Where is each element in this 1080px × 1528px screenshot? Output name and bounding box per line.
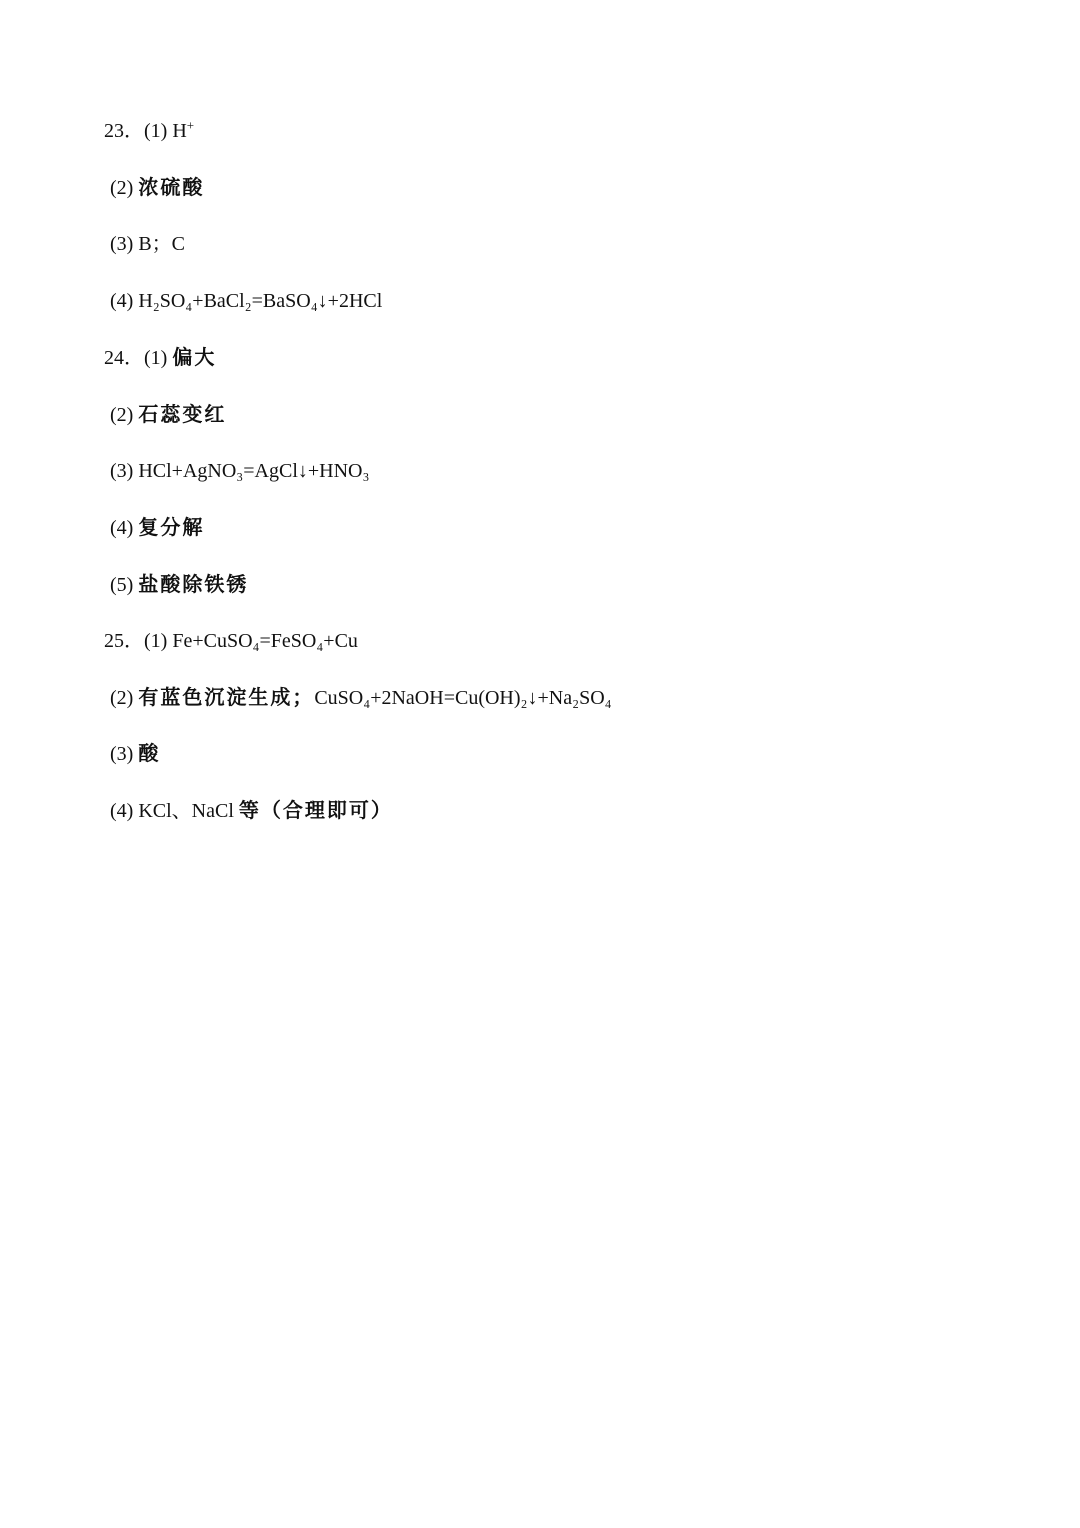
answer-text: 复分解	[138, 515, 205, 539]
answer-formula: CuSO₄+2NaOH=Cu(OH)₂↓+Na₂SO₄	[314, 687, 612, 709]
q24-item-4	[110, 507, 204, 547]
answer-formula: HCl+AgNO₃=AgCl↓+HNO₃	[138, 460, 370, 482]
item-label: (1)	[144, 630, 168, 652]
q24-item-3	[110, 451, 369, 491]
item-label: (4)	[110, 517, 134, 539]
q23-item-4	[110, 281, 382, 321]
answer-text: 偏大	[172, 345, 217, 369]
q25-item-1	[104, 621, 358, 661]
question-number: 25	[104, 630, 124, 652]
q25-item-2	[110, 677, 612, 717]
answer-text: H	[172, 120, 187, 142]
question-separator: ．	[124, 347, 144, 369]
question-number: 23	[104, 120, 124, 142]
q25-item-3	[110, 733, 160, 773]
answer-text: 有蓝色沉淀生成；	[138, 685, 315, 709]
item-label: (4)	[110, 800, 134, 822]
item-label: (2)	[110, 404, 134, 426]
item-label: (2)	[110, 687, 134, 709]
answer-sup: +	[186, 117, 195, 133]
question-separator: ．	[124, 120, 144, 142]
q23-item-2	[110, 167, 204, 207]
q23-item-1	[104, 111, 194, 151]
q25-item-4	[110, 790, 393, 830]
item-label: (3)	[110, 460, 134, 482]
item-label: (3)	[110, 233, 134, 255]
item-label: (5)	[110, 574, 134, 596]
answer-text: 酸	[138, 741, 161, 765]
answer-formula: H₂SO₄+BaCl₂=BaSO₄↓+2HCl	[138, 290, 383, 312]
q24-item-5	[110, 564, 248, 604]
item-label: (2)	[110, 177, 134, 199]
item-label: (1)	[144, 120, 168, 142]
item-label: (3)	[110, 743, 134, 765]
item-label: (4)	[110, 290, 134, 312]
item-label: (1)	[144, 347, 168, 369]
answer-text: 浓硫酸	[138, 175, 205, 199]
answer-formula: KCl、NaCl	[138, 800, 234, 822]
answer-text: B；C	[138, 233, 186, 255]
answer-text: 盐酸除铁锈	[138, 572, 249, 596]
question-separator: ．	[124, 630, 144, 652]
question-number: 24	[104, 347, 124, 369]
q23-item-3	[110, 224, 185, 264]
q24-item-2	[110, 394, 226, 434]
answer-text: 等（合理即可）	[238, 798, 393, 822]
answer-formula: Fe+CuSO₄=FeSO₄+Cu	[172, 630, 358, 652]
q24-item-1	[104, 337, 216, 377]
answer-text: 石蕊变红	[138, 402, 227, 426]
